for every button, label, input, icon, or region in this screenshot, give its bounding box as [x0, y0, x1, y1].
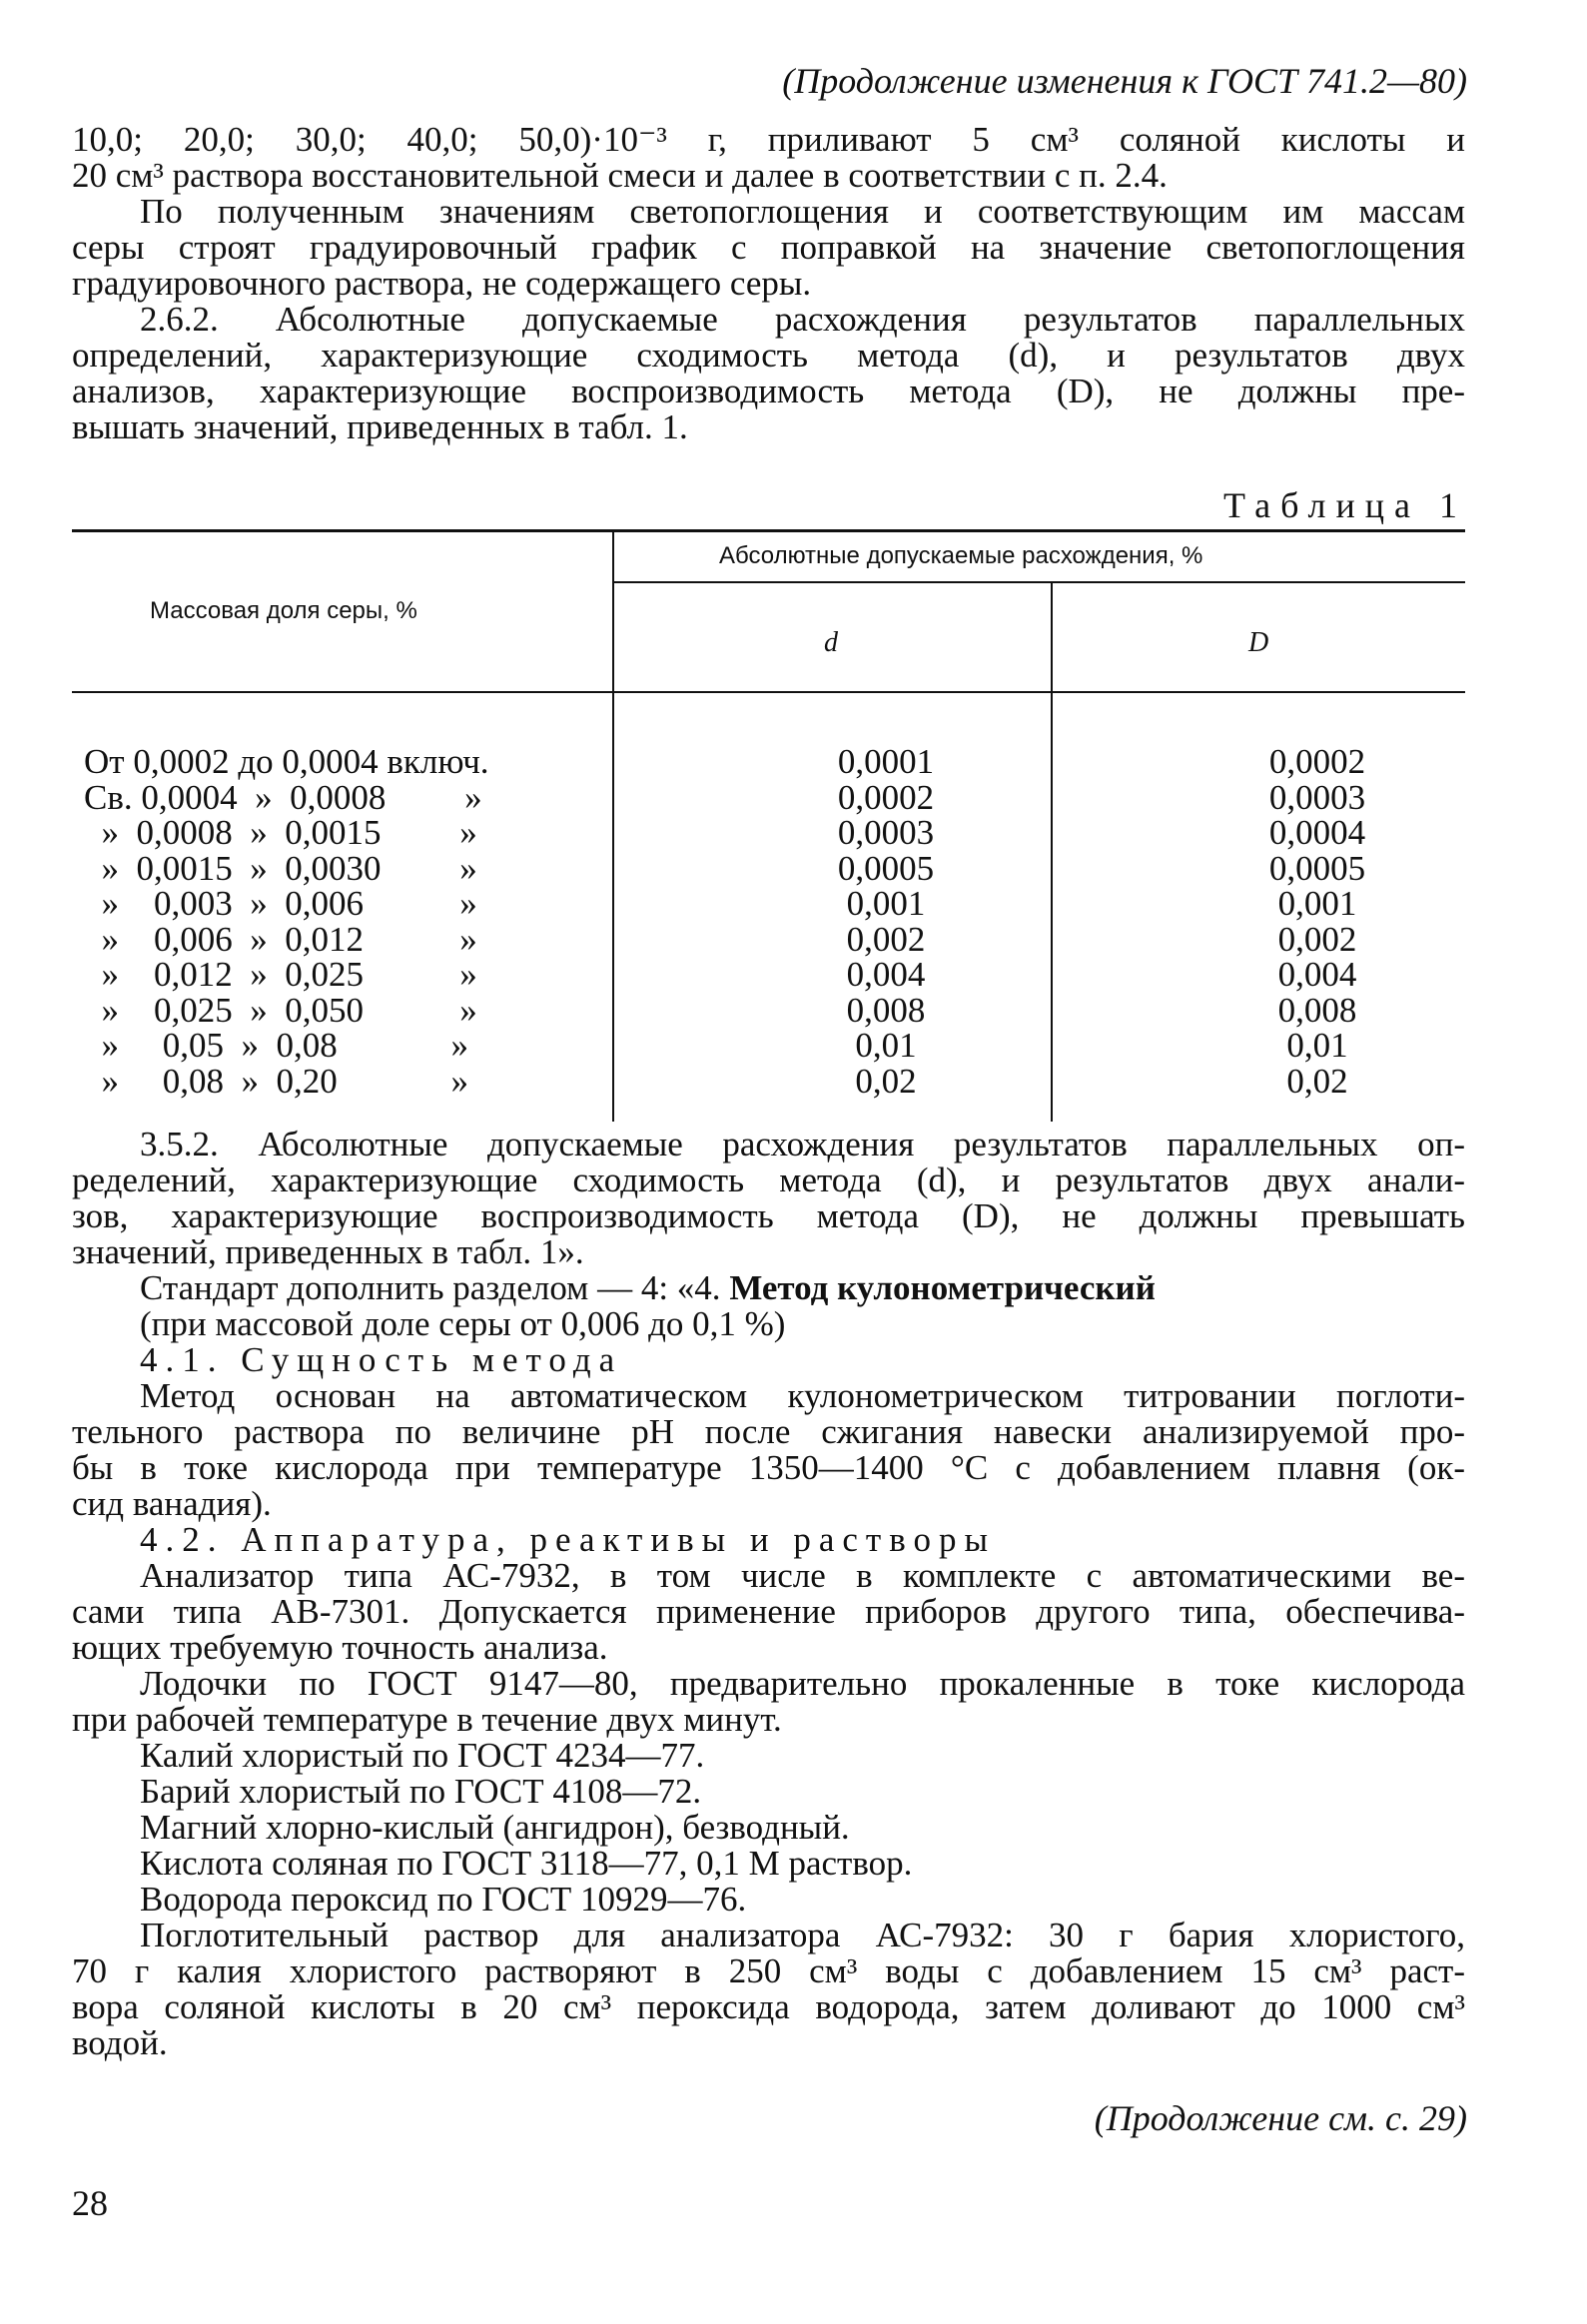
reagent-4: Кислота соляная по ГОСТ 3118—77, 0,1 М раствор. — [140, 1844, 913, 1883]
para-262-line-3: анализов, характеризующие воспроизводимость метода (D), не должны пре- — [72, 372, 1465, 410]
table-cell-d: 0,0003 — [837, 813, 935, 852]
reagent-5: Водорода пероксид по ГОСТ 10929—76. — [140, 1880, 747, 1919]
para-41-line-1: Метод основан на автоматическом кулонометрическом титровании поглоти- — [140, 1376, 1465, 1415]
table-cell-D: 0,008 — [1277, 990, 1357, 1030]
table-row — [72, 919, 1465, 959]
table-cell-d: 0,0002 — [837, 777, 935, 817]
table-cell-D: 0,0005 — [1268, 848, 1366, 888]
table-cell-mass-fraction: » 0,0008 » 0,0015 » — [84, 813, 477, 852]
para-352-line-2: ределений, характеризующие сходимость метода (d), и результатов двух анали- — [72, 1161, 1465, 1199]
para-absorb-line-1: Поглотительный раствор для анализатора АС-7932: 30 г бария хлористого, — [140, 1916, 1465, 1954]
para-41-line-3: бы в токе кислорода при температуре 1350—1400 °С с добавлением плавня (ок- — [72, 1448, 1465, 1487]
table-row — [72, 1028, 1465, 1063]
para-41-line-4: сид ванадия). — [72, 1484, 272, 1523]
table-cell-d: 0,008 — [846, 990, 926, 1030]
table-header-mass-fraction: Массовая доля серы, % — [150, 597, 417, 624]
footer-continuation: (Продолжение см. с. 29) — [1094, 2098, 1467, 2138]
table-cell-mass-fraction: » 0,05 » 0,08 » — [84, 1026, 468, 1065]
table-row — [72, 957, 1465, 992]
para-352-line-3: зов, характеризующие воспроизводимость метода (D), не должны превышать — [72, 1196, 1465, 1235]
para-262-line-1: 2.6.2. Абсолютные допускаемые расхождения результатов параллельных — [140, 300, 1465, 339]
table-cell-D: 0,02 — [1286, 1061, 1348, 1101]
table-row — [72, 990, 1465, 1030]
table-cell-mass-fraction: » 0,006 » 0,012 » — [84, 919, 477, 959]
table-cell-d: 0,0005 — [837, 848, 935, 888]
para-graph-line-3: градуировочного раствора, не содержащего серы. — [72, 264, 812, 303]
table-group-rule — [612, 581, 1465, 583]
table-row — [72, 744, 1465, 779]
para-41-line-2: тельного раствора по величине pH после сжигания навески анализируемой про- — [72, 1412, 1465, 1451]
intro-line-2: 20 см³ раствора восстановительной смеси и далее в соответствии с п. 2.4. — [72, 156, 1168, 195]
para-42-line-3: ющих требуемую точность анализа. — [72, 1628, 608, 1667]
table-header-D: D — [1248, 627, 1269, 658]
std-add-prefix: Стандарт дополнить разделом — 4: «4. — [140, 1268, 730, 1307]
table-cell-D: 0,004 — [1277, 955, 1357, 994]
table-cell-D: 0,01 — [1286, 1026, 1348, 1065]
table-cell-D: 0,001 — [1277, 884, 1357, 923]
table-cell-mass-fraction: » 0,0015 » 0,0030 » — [84, 848, 477, 888]
table-header-rule — [72, 691, 1465, 693]
page-number: 28 — [72, 2183, 108, 2223]
table-cell-D: 0,0002 — [1268, 742, 1366, 781]
para-262-line-2: определений, характеризующие сходимость метода (d), и результатов двух — [72, 336, 1465, 375]
table-cell-mass-fraction: » 0,025 » 0,050 » — [84, 990, 477, 1030]
para-352-line-4: значений, приведенных в табл. 1». — [72, 1232, 584, 1271]
table-cell-mass-fraction: » 0,003 » 0,006 » — [84, 884, 477, 923]
intro-line-1: 10,0; 20,0; 30,0; 40,0; 50,0)·10⁻³ г, приливают 5 см³ соляной кислоты и — [72, 120, 1465, 159]
table-top-rule — [72, 529, 1465, 532]
std-add-line — [140, 1270, 1533, 1306]
table-row — [72, 1061, 1465, 1101]
table-header-d: d — [824, 627, 838, 658]
table-cell-D: 0,0004 — [1268, 813, 1366, 852]
table-cell-D: 0,002 — [1277, 919, 1357, 959]
para-352-line-1: 3.5.2. Абсолютные допускаемые расхождения результатов параллельных оп- — [140, 1125, 1465, 1163]
reagent-2: Барий хлористый по ГОСТ 4108—72. — [140, 1772, 702, 1811]
table-row — [72, 777, 1465, 817]
para-42-line-2: сами типа АВ-7301. Допускается применение приборов другого типа, обеспечива- — [72, 1592, 1465, 1631]
para-graph-line-2: серы строят градуировочный график с поправкой на значение светопоглощения — [72, 228, 1465, 267]
table-cell-mass-fraction: Св. 0,0004 » 0,0008 » — [84, 777, 482, 817]
reagent-1: Калий хлористый по ГОСТ 4234—77. — [140, 1736, 705, 1775]
table-cell-d: 0,001 — [846, 884, 926, 923]
table-cell-mass-fraction: » 0,012 » 0,025 » — [84, 955, 477, 994]
para-absorb-line-3: вора соляной кислоты в 20 см³ пероксида водорода, затем доливают до 1000 см³ — [72, 1987, 1465, 2026]
table-row — [72, 815, 1465, 850]
table-cell-mass-fraction: От 0,0002 до 0,0004 включ. — [84, 742, 489, 781]
para-boats-line-2: при рабочей температуре в течение двух минут. — [72, 1700, 782, 1739]
header-continuation: (Продолжение изменения к ГОСТ 741.2—80) — [782, 61, 1467, 101]
sec-42-title: 4.2. Аппаратура, реактивы и растворы — [140, 1520, 997, 1559]
para-262-line-4: вышать значений, приведенных в табл. 1. — [72, 407, 688, 446]
table-cell-d: 0,01 — [855, 1026, 917, 1065]
table-cell-D: 0,0003 — [1268, 777, 1366, 817]
para-absorb-line-2: 70 г калия хлористого растворяют в 250 см³ воды с добавлением 15 см³ раст- — [72, 1951, 1465, 1990]
table-row — [72, 848, 1465, 888]
table-cell-d: 0,004 — [846, 955, 926, 994]
table-cell-d: 0,0001 — [837, 742, 935, 781]
para-boats-line-1: Лодочки по ГОСТ 9147—80, предварительно прокаленные в токе кислорода — [140, 1664, 1465, 1703]
para-42-line-1: Анализатор типа АС-7932, в том числе в комплекте с автоматическими ве- — [140, 1556, 1465, 1595]
table-title: Таблица 1 — [1223, 485, 1467, 525]
sec-41-title: 4.1. Сущность метода — [140, 1340, 623, 1379]
reagent-3: Магний хлорно-кислый (ангидрон), безводный. — [140, 1808, 850, 1847]
table-cell-mass-fraction: » 0,08 » 0,20 » — [84, 1061, 468, 1101]
std-add-method: Метод кулонометрический — [729, 1268, 1156, 1307]
table-cell-d: 0,02 — [855, 1061, 917, 1101]
table-cell-d: 0,002 — [846, 919, 926, 959]
para-graph-line-1: По полученным значениям светопоглощения и соответствующим им массам — [140, 192, 1465, 231]
table-row — [72, 886, 1465, 921]
para-absorb-line-4: водой. — [72, 2023, 168, 2062]
std-range: (при массовой доле серы от 0,006 до 0,1 %) — [140, 1304, 786, 1343]
table-header-group: Абсолютные допускаемые расхождения, % — [719, 542, 1203, 569]
